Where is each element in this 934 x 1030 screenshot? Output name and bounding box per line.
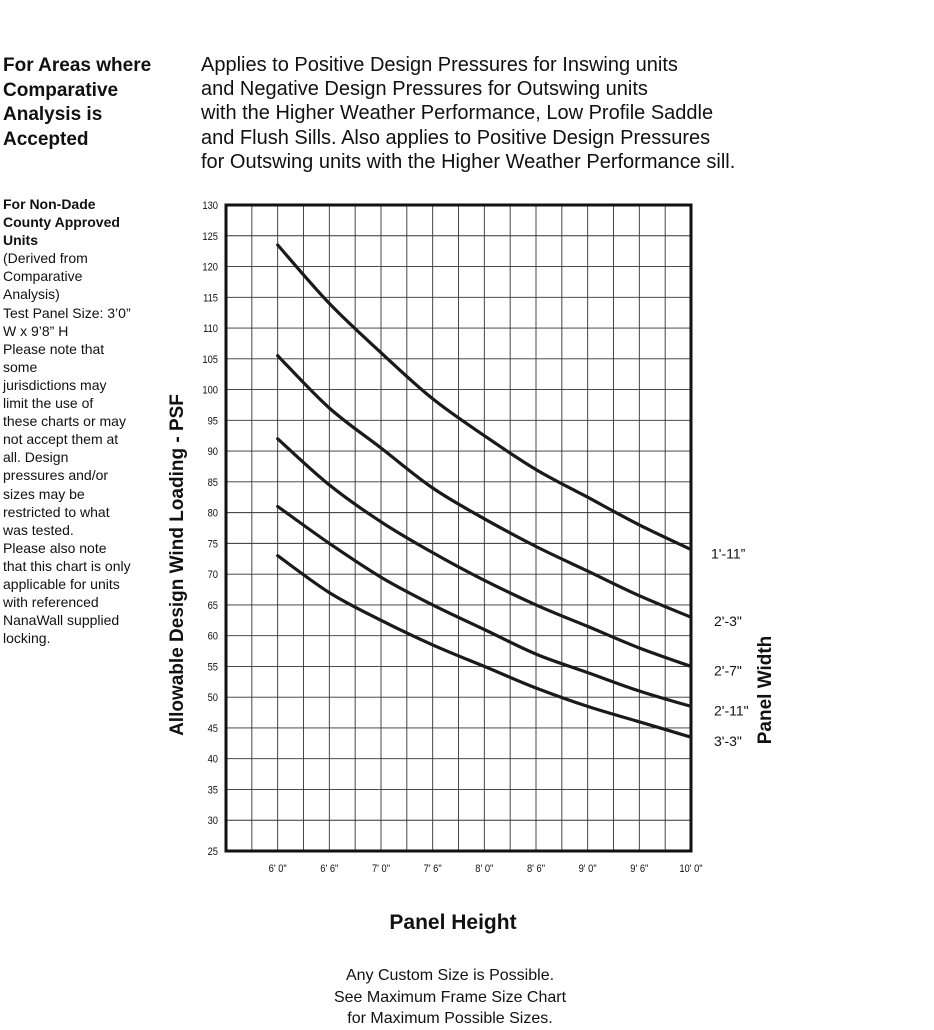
y-tick-label: 25 (207, 846, 218, 859)
series-label: 3'-3" (714, 733, 742, 750)
y-tick-label: 130 (202, 200, 218, 213)
section-heading-line: Analysis is (3, 104, 103, 125)
side-note-line: W x 9’8” H (3, 322, 69, 339)
side-note-line: locking. (3, 630, 51, 647)
y-tick-label: 110 (203, 323, 218, 336)
description-line: with the Higher Weather Performance, Low Profile Saddle (201, 102, 714, 125)
side-note-line: Please note that (3, 340, 105, 357)
y-tick-label: 65 (207, 600, 218, 613)
y-tick-label: 85 (207, 477, 218, 490)
side-note-bold-line: Units (3, 232, 38, 249)
y-tick-label: 100 (202, 384, 218, 397)
y-tick-label: 40 (207, 754, 218, 766)
side-note-line: pressures and/or (3, 467, 109, 484)
side-note-bold-line: For Non-Dade (3, 196, 96, 212)
description-line: and Negative Design Pressures for Outswing units (201, 78, 648, 101)
y-tick-label: 30 (207, 815, 218, 828)
y-tick-label: 125 (202, 231, 218, 243)
series-label: 2'-7" (714, 662, 742, 679)
x-tick-label: 10' 0" (679, 863, 703, 876)
series-label: 1'-11” (711, 545, 746, 562)
side-note-line: NanaWall supplied (3, 612, 120, 629)
y-tick-label: 75 (207, 538, 218, 551)
y-tick-label: 50 (207, 692, 218, 705)
y-tick-label: 105 (202, 354, 218, 367)
side-note-bold-line: County Approved (3, 214, 120, 231)
y-tick-label: 80 (207, 507, 218, 520)
y-tick-label: 120 (202, 261, 218, 274)
x-tick-label: 7' 0" (371, 863, 391, 876)
section-heading-line: Accepted (3, 128, 89, 150)
footer-line: for Maximum Possible Sizes. (347, 1010, 553, 1027)
side-note-line: Analysis) (3, 286, 60, 303)
x-tick-label: 6' 0" (268, 863, 287, 876)
y-tick-label: 70 (207, 569, 218, 582)
side-note-line: not accept them at (3, 431, 119, 448)
side-note-line: all. Design (3, 449, 69, 466)
side-note-line: Test Panel Size: 3’0” (3, 304, 131, 321)
side-note-line: restricted to what (3, 503, 110, 520)
y-tick-label: 115 (203, 292, 218, 305)
side-note-line: Please also note (3, 539, 107, 556)
y-tick-label: 55 (207, 661, 218, 674)
section-heading-line: Comparative (3, 79, 119, 101)
description-line: and Flush Sills. Also applies to Positive Design Pressures (201, 126, 711, 149)
side-note-line: that this chart is only (3, 557, 131, 574)
side-note-line: these charts or may (3, 413, 126, 430)
x-tick-label: 9' 0" (578, 863, 597, 876)
x-tick-label: 9' 6" (630, 863, 649, 876)
description-line: Applies to Positive Design Pressures for Inswing units (201, 54, 678, 76)
side-note-line: was tested. (3, 521, 74, 538)
x-tick-label: 7' 6" (423, 863, 442, 876)
y-axis-title-text: Allowable Design Wind Loading - PSF (167, 394, 188, 736)
section-heading-line: For Areas where (3, 55, 152, 76)
series-label: 2'-11" (714, 702, 749, 719)
y-tick-label: 90 (207, 446, 218, 459)
side-note-line: with referenced (3, 594, 99, 611)
side-note-line: limit the use of (3, 395, 94, 412)
series-label: 2'-3" (714, 613, 742, 630)
footer-note (300, 965, 600, 1030)
side-note-line: sizes may be (3, 485, 85, 502)
y-tick-label: 35 (207, 784, 218, 797)
footer-line: Any Custom Size is Possible. (345, 967, 555, 984)
y-tick-label: 60 (207, 631, 218, 643)
x-tick-label: 6' 6" (320, 863, 339, 876)
legend-title-text: Panel Width (755, 635, 776, 745)
side-note-line: some (3, 358, 38, 375)
side-note-line: (Derived from (3, 250, 88, 267)
x-tick-label: 8' 6" (526, 863, 546, 876)
x-axis-title: Panel Height (389, 911, 517, 934)
side-note-line: jurisdictions may (3, 376, 107, 393)
side-note-line: applicable for units (3, 575, 120, 592)
y-tick-label: 95 (207, 415, 218, 428)
y-tick-label: 45 (207, 723, 218, 736)
side-note-line: Comparative (3, 268, 83, 285)
x-tick-label: 8' 0" (475, 863, 494, 876)
footer-line: See Maximum Frame Size Chart (333, 988, 567, 1006)
description-line: for Outswing units with the Higher Weather Performance sill. (201, 150, 736, 173)
